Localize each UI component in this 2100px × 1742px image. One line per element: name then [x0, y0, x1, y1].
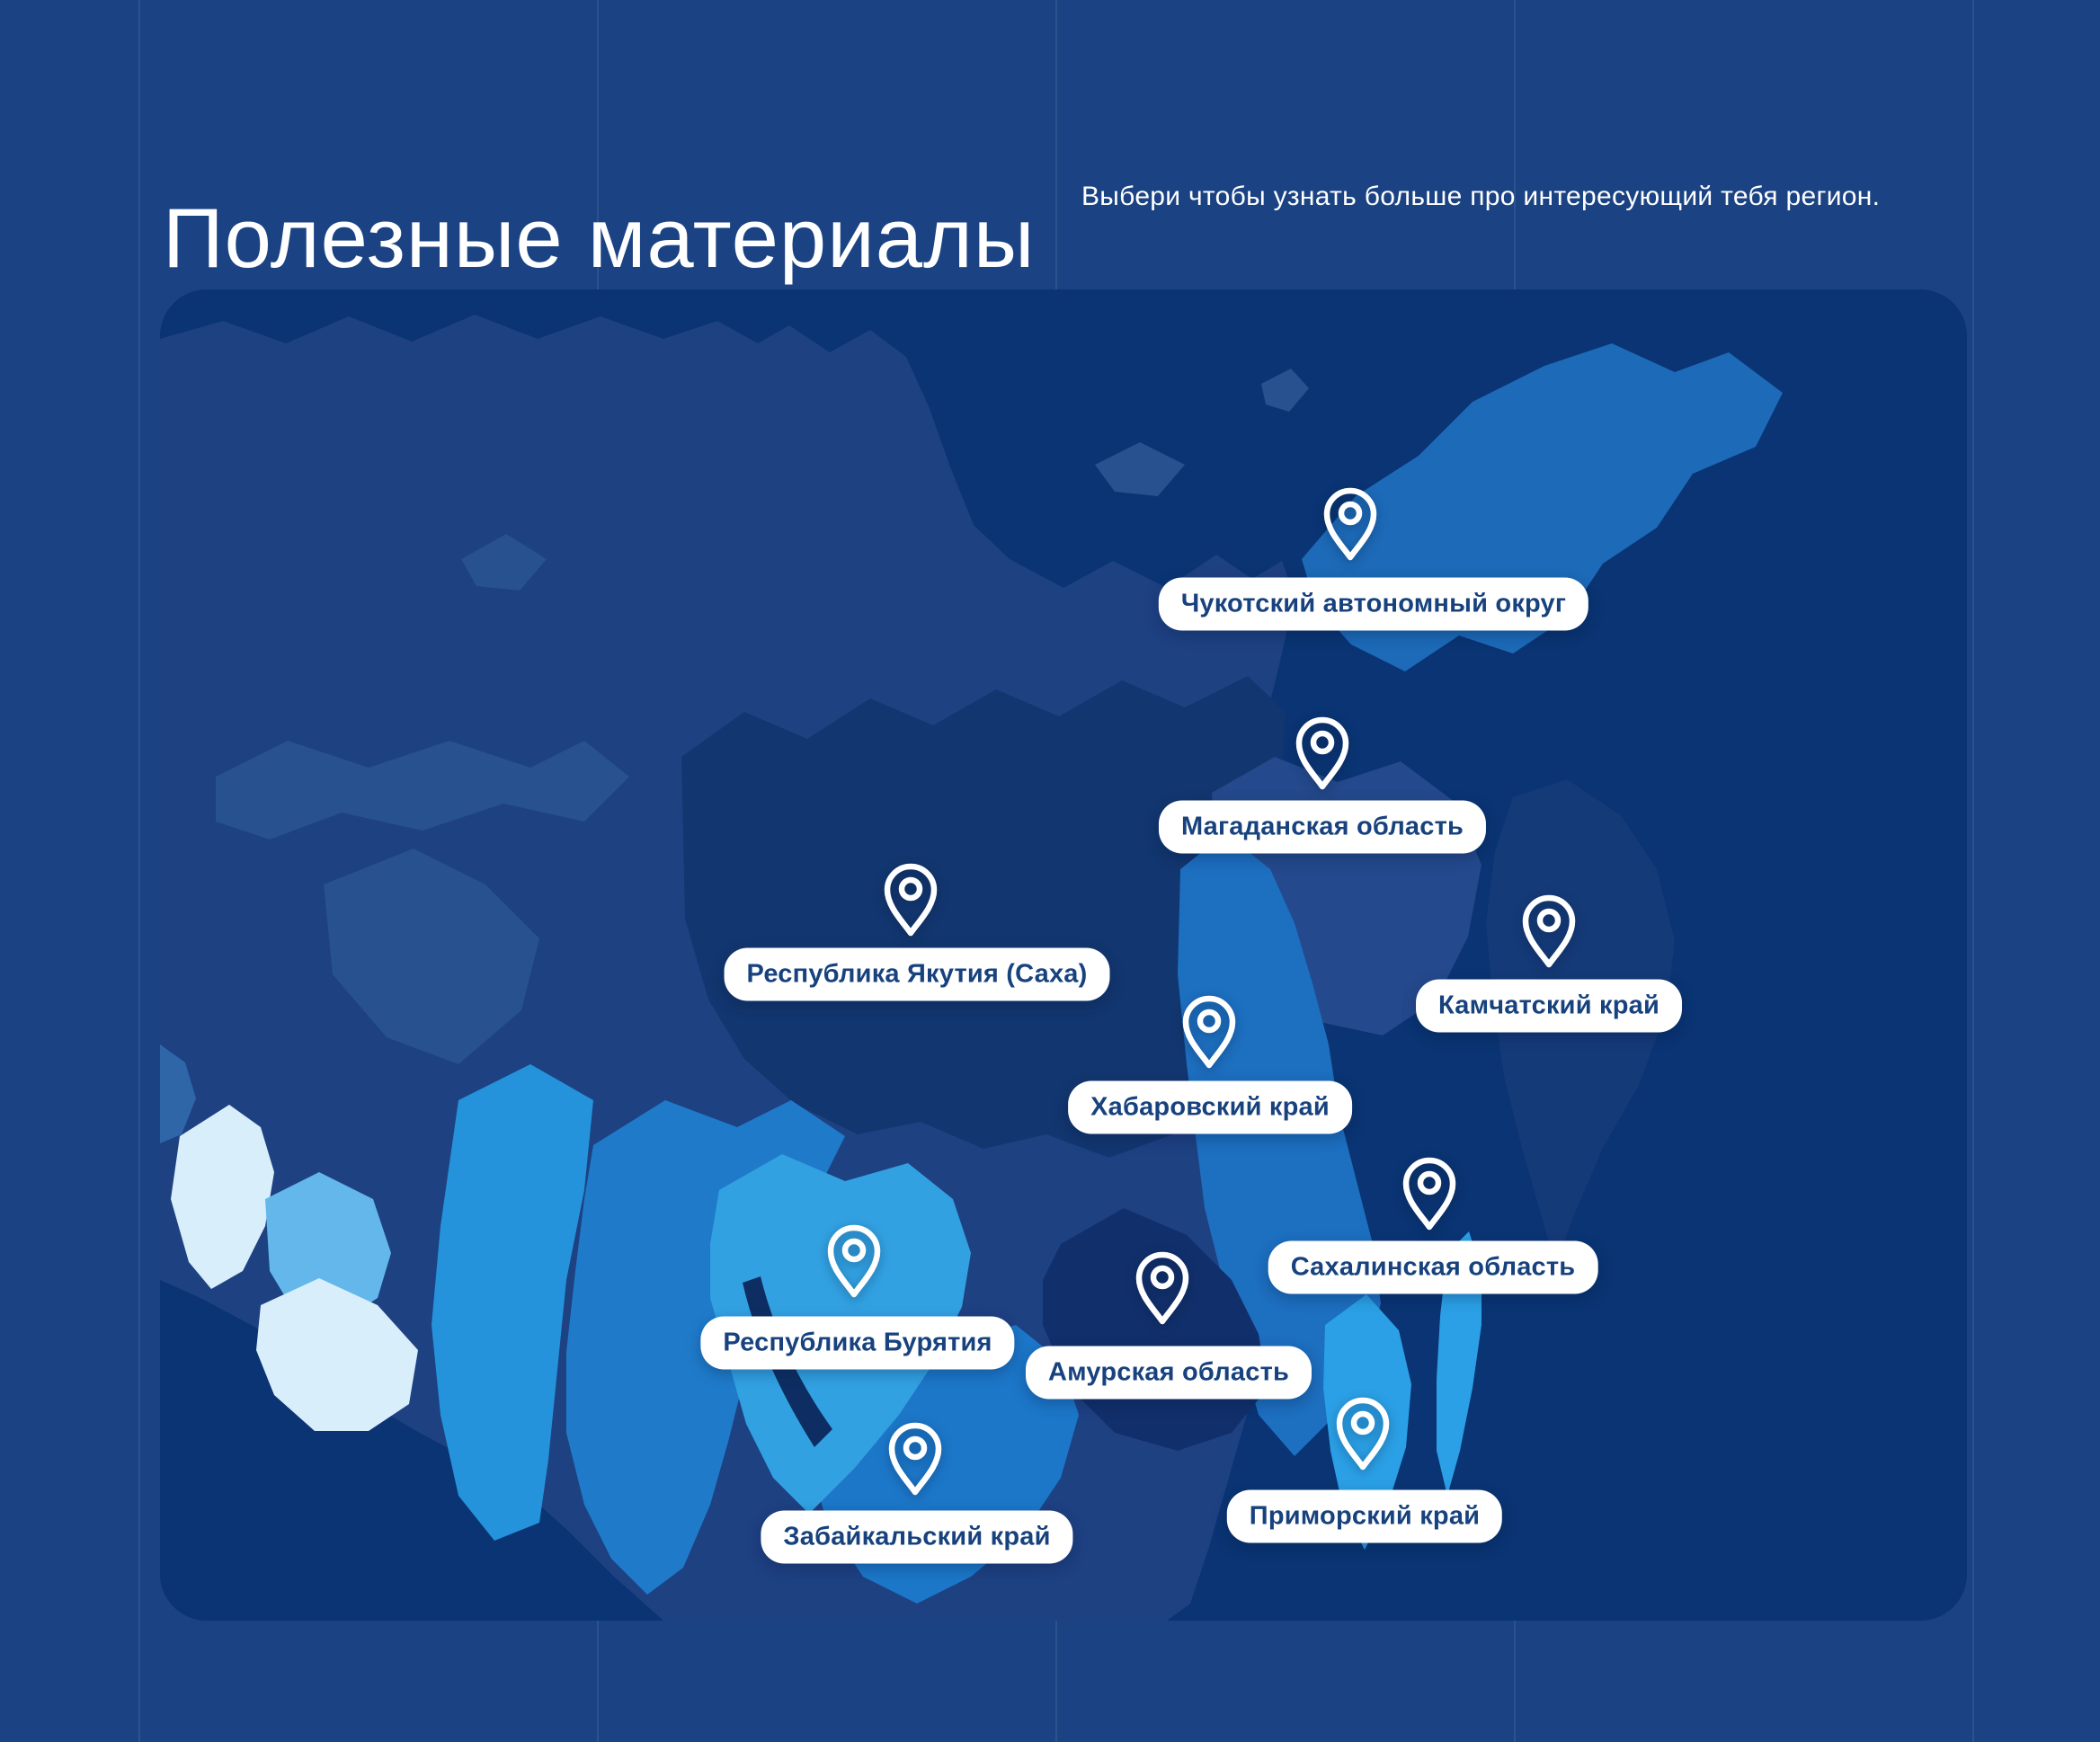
grid-line — [1972, 0, 1974, 1742]
map-pin-icon[interactable] — [1334, 1395, 1392, 1471]
map-pin-icon[interactable] — [886, 1420, 944, 1496]
region-label[interactable]: Амурская область — [1026, 1346, 1312, 1400]
map-pin-icon[interactable] — [1321, 485, 1379, 561]
region-label[interactable]: Магаданская область — [1159, 801, 1486, 854]
region-label[interactable]: Сахалинская область — [1268, 1241, 1598, 1294]
page-title: Полезные материалы — [163, 190, 1036, 285]
map-pin-icon[interactable] — [1294, 715, 1351, 790]
map-pin-icon[interactable] — [1134, 1249, 1191, 1325]
map-pin-icon[interactable] — [1180, 993, 1238, 1069]
region-label[interactable]: Республика Бурятия — [700, 1317, 1014, 1370]
region-label[interactable]: Чукотский автономный округ — [1159, 578, 1588, 631]
grid-line — [138, 0, 140, 1742]
page-subtitle: Выбери чтобы узнать больше про интересующий тебя регион. — [1081, 182, 1881, 211]
region-label[interactable]: Хабаровский край — [1068, 1081, 1352, 1134]
map-pin-icon[interactable] — [825, 1222, 883, 1298]
map-panel — [160, 289, 1967, 1621]
region-label[interactable]: Республика Якутия (Саха) — [725, 948, 1110, 1001]
map-pin-icon[interactable] — [1401, 1155, 1458, 1231]
map-pin-icon[interactable] — [882, 861, 939, 937]
map-pin-icon[interactable] — [1520, 893, 1578, 968]
region-label[interactable]: Камчатский край — [1416, 980, 1682, 1033]
region-label[interactable]: Забайкальский край — [761, 1511, 1072, 1564]
region-label[interactable]: Приморский край — [1227, 1490, 1502, 1543]
